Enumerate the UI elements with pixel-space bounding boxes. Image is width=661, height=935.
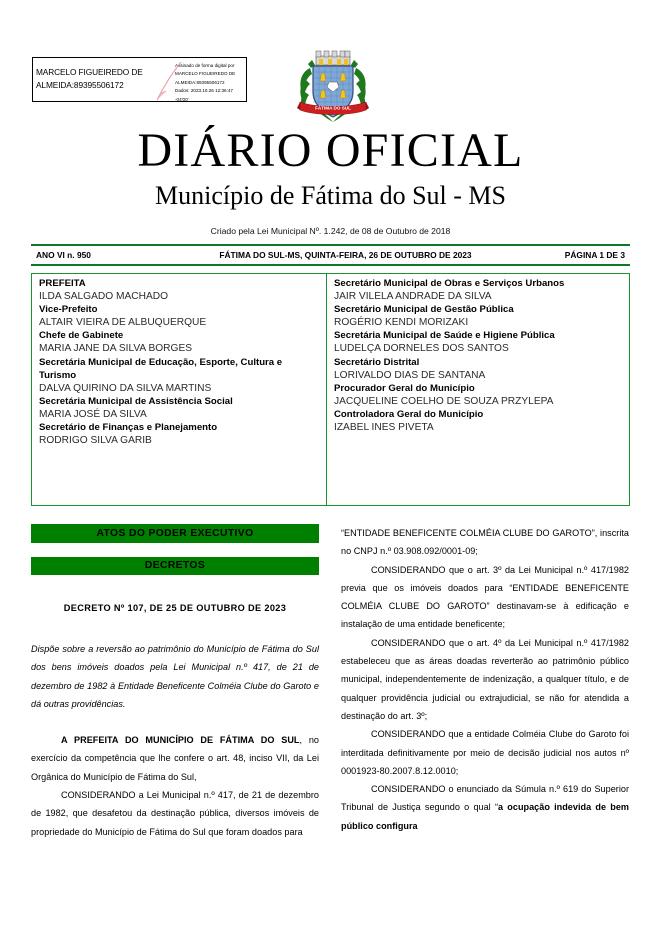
decree-considerando-3: CONSIDERANDO que o art. 4º da Lei Municipal n.º 417/1982 estabeleceu que as áreas doadas reverterão ao patrimônio público municipal, independentemente de indenização, a qualquer título, e de qualquer providência judicial ou extrajudicial, se não for atendida a destinação do art. 3º; [341, 637, 629, 721]
decree-considerando-5-quote: a ocupação indevida de bem público configura [341, 802, 630, 831]
official-role: Secretário Municipal de Obras e Serviços Urbanos [334, 278, 565, 289]
signature-subject-name: MARCELO FIGUEIREDO DE ALMEIDA:89395506172 [36, 67, 143, 90]
issue-year-number: ANO VI n. 950 [36, 250, 91, 260]
officials-column-right [327, 274, 629, 505]
decree-considerando-5-pre: CONSIDERANDO o enunciado da Súmula n.º 619 do Superior Tribunal de Justiça segundo o qual “ [341, 784, 629, 813]
svg-text:FÁTIMA DO SUL: FÁTIMA DO SUL [315, 105, 351, 111]
official-person: LORIVALDO DIAS DE SANTANA [334, 369, 486, 381]
official-person: ROGÉRIO KENDI MORIZAKI [334, 317, 469, 329]
official-person: DALVA QUIRINO DA SILVA MARTINS [39, 382, 212, 394]
article-column-left [31, 524, 319, 924]
officials-column-left [32, 274, 327, 505]
decree-considerando-4: CONSIDERANDO que a entidade Colméia Clube do Garoto foi interditada definitivamente por meio de decisão judicial nos autos nº 0001923-80.2007.8.12.0010; [341, 729, 629, 776]
section-banner-decretos: DECRETOS [31, 557, 319, 576]
signature-meta-line-3: ALMEIDA:89395506172 [175, 79, 225, 85]
official-role: Secretária Municipal de Saúde e Higiene Pública [334, 330, 555, 342]
official-person: RODRIGO SILVA GARIB [39, 435, 152, 447]
official-person: ALTAIR VIEIRA DE ALBUQUERQUE [39, 317, 207, 329]
official-role: Procurador Geral do Município [334, 382, 475, 394]
official-role: Chefe de Gabinete [39, 330, 124, 342]
decree-considerando-2: CONSIDERANDO que o art. 3º da Lei Municipal n.º 417/1982 previa que os imóveis doados para “ENTIDADE BENEFICENTE COLMÉIA CLUBE DO GAROTO” destinavam-se à edificação e instalação de uma entidade beneficente; [341, 564, 629, 630]
signature-meta-line-1: Assinado de forma digital por [175, 63, 235, 68]
official-person: ILDA SALGADO MACHADO [39, 291, 169, 303]
issue-info-bar [31, 244, 630, 266]
official-person: IZABEL INES PIVETA [334, 422, 434, 434]
decree-ementa: Dispõe sobre a reversão ao patrimônio do Município de Fátima do Sul dos bens imóveis doados pela Lei Municipal n.º 417, de 21 de dezembro de 1982 à Entidade Beneficente Colméia Clube do Garoto e dá outras providências. [31, 644, 319, 709]
official-person: MARIA JANE DA SILVA BORGES [39, 343, 193, 355]
official-role: Vice-Prefeito [39, 304, 98, 316]
decree-considerando-5 [341, 780, 629, 835]
signature-metadata [175, 62, 247, 102]
decree-title: DECRETO Nº 107, DE 25 DE OUTUBRO DE 2023 [63, 603, 287, 613]
official-person: MARIA JOSÉ DA SILVA [39, 408, 147, 420]
decree-considerando-1-continued: “ENTIDADE BENEFICENTE COLMÉIA CLUBE DO GAROTO”, inscrita no CNPJ n.º 03.908.092/0001-09; [341, 528, 629, 557]
municipal-coat-of-arms-icon [296, 46, 370, 124]
signature-meta-line-2: MARCELO FIGUEIREDO DE [175, 71, 236, 77]
official-person: LUDELÇA DORNELES DOS SANTOS [334, 343, 509, 355]
issue-place-date: FÁTIMA DO SUL-MS, QUINTA-FEIRA, 26 DE OUTUBRO DE 2023 [219, 250, 472, 260]
official-role: Secretário Municipal de Gestão Pública [334, 304, 514, 316]
decree-preamble-authority: A PREFEITA DO MUNICÍPIO DE FÁTIMA DO SUL [61, 735, 300, 746]
official-person: JAIR VILELA ANDRADE DA SILVA [334, 291, 492, 303]
officials-directory [31, 273, 630, 506]
digital-signature-block [32, 57, 247, 102]
signature-meta-line-4: Dados: 2023.10.26 12:36:47 -04'00' [175, 88, 233, 102]
official-role: Secretário de Finanças e Planejamento [39, 422, 218, 434]
decree-preamble [31, 731, 319, 786]
publication-subtitle: Município de Fátima do Sul - MS [155, 181, 506, 210]
official-role: Secretária Municipal de Educação, Esporte, Cultura e Turismo [39, 356, 283, 381]
section-banner-atos-poder-executivo: ATOS DO PODER EXECUTIVO [31, 524, 319, 543]
official-role: PREFEITA [39, 278, 86, 289]
article-columns [31, 524, 630, 924]
publication-title: DIÁRIO OFICIAL [137, 124, 524, 177]
official-role: Controladora Geral do Município [334, 408, 484, 420]
masthead [0, 124, 661, 237]
official-role: Secretário Distrital [334, 356, 420, 368]
issue-page-number: PÁGINA 1 DE 3 [564, 250, 625, 260]
official-person: JACQUELINE COELHO DE SOUZA PRZYLEPA [334, 395, 554, 407]
official-role: Secretária Municipal de Assistência Social [39, 395, 233, 407]
decree-considerando-1: CONSIDERANDO a Lei Municipal n.º 417, de 21 de dezembro de 1982, que desafetou da destinação pública, diversos imóveis de propriedade do Município de Fátima do Sul que foram doados para [31, 790, 319, 837]
publication-legal-basis: Criado pela Lei Municipal Nº. 1.242, de 08 de Outubro de 2018 [210, 226, 451, 236]
article-column-right [341, 524, 629, 924]
decree-preamble-rest: , no exercício da competência que lhe confere o art. 48, inciso VII, da Lei Orgânica do Município de Fátima do Sul, [31, 735, 319, 782]
